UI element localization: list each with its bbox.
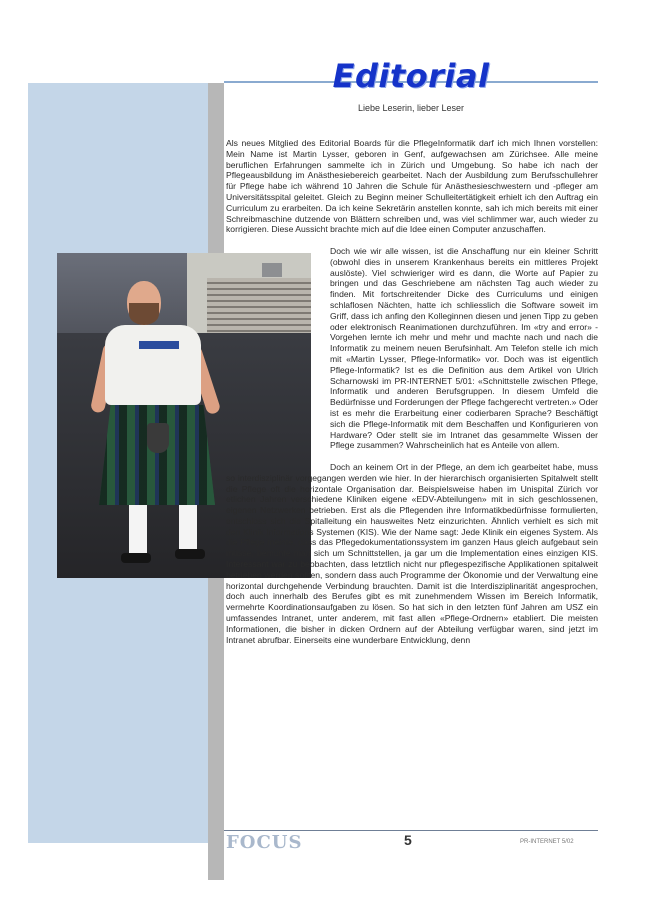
page-number: 5 xyxy=(404,832,412,848)
paragraph-2: Doch wie wir alle wissen, ist die Anschaffung nur ein kleiner Schritt (obwohl dies in unserem Krankenhaus bereits ein mittleres Projekt auslöste). Viel schwieriger wird es dann, die Worte auf Papier zu bringen und das Geschriebene am nächsten Tag auch wieder zu finden. Mit fortschreitender Dicke des Curriculums und einigen schlaflosen Nächten, hatte ich schliesslich die Software soweit im Griff, dass ich anfing den Kolleginnen diesen und jenen Tipp zu geben oder elektronisch Reanimationen durchzuführen. Im «try and error» - Vorgehen lernte ich mehr und mehr und machte nach und nach die Informatik zu meinem neuen Berufsinhalt. Am Telefon stelle ich mich mit «Martin Lysser, Pflege-Informatik» vor. Doch was ist eigentlich Pflege-Informatik? Ist es die Definition aus dem Artikel von Ulrich Scharnowski im PR-INTERNET 5/01: «Schnittstelle zwischen Pflege, Informatik und anderen Berufsgruppen. In diesem Umfeld die Bedürfnisse und Forderungen der Pflege fachgerecht vertreten.» Oder ist es mehr die Erarbeitung einer codierbaren Sprache? Beschäftigt sich die Pflege-Informatik mit dem Beschaffen und Konfigurieren von Hardware? Oder stellt sie im Intranet das gesammelte Wissen der Pflege zusammen? Wahrscheinlich hat es Anteile von allem. xyxy=(330,245,598,451)
article-body xyxy=(226,138,598,843)
photo-sporran xyxy=(147,423,169,453)
photo-kilt xyxy=(99,405,215,505)
photo-shoe-left xyxy=(121,553,151,563)
paragraph-1: Als neues Mitglied des Editorial Boards für die PflegeInformatik darf ich mich Ihnen vorstellen: Mein Name ist Martin Lysser, geboren in Genf, aufgewachsen am Zürichsee. Alle meine beruflichen Erfahrungen sammelte ich in Zürich und Umgebung. So habe ich nach der Pflegeausbildung im Anästhesiebereich gearbeitet. Nach der Ausbildung zum Berufsschullehrer für Pflege habe ich während 10 Jahren die Schule für Anästhesieschwestern und -pfleger am Universitätsspital geleitet. Gleich zu Beginn meiner Schulleitertätigkeit erhielt ich den Auftrag ein Curriculum zu erarbeiten. Da ich keine Sekretärin anstellen konnte, sah ich mich bereits mit einer Schreibmaschine dutzende von Blättern schreiben und, was viel schlimmer war, auch wieder zu korrigieren. Diese Aussicht brachte mich auf die Idee einen Computer anzuschaffen. xyxy=(226,138,598,235)
photo-shirt xyxy=(105,325,201,405)
page-title: Editorial xyxy=(332,57,490,95)
photo-shirt-print xyxy=(139,341,179,349)
photo-beard xyxy=(129,303,159,325)
paragraph-3: Doch an keinem Ort in der Pflege, an dem ich gearbeitet habe, muss so interdisziplinär vorgegangen werden wie hier. In der hierarchisch organisierten Spitalwelt stellt die Pflege oft die horizontale Organisation dar. Beispielsweise haben im Unispital Zürich vor etlichen Jahren verschiedene Kliniken eigene «EDV-Abteilungen» mit in sich geschlossenen, eigenen Netzwerken betrieben. Erst als die Pflegenden ihre Informatikbedürfnisse formulierten, entschloss sich die Spitalleitung ein hausweites Netz einzurichten. Ähnlich verhielt es sich mit den Klinik Informations Systemen (KIS). Wie der Name sagt: Jede Klinik ein eigenes System. Als die Pflege meinte, dass das Pflegedokumentationssystem im ganzen Haus gleich aufgebaut sein müsse, bemühte man sich um Schnittstellen, ja gar um die Implementation eines einzigen KIS. Interessant war zu beobachten, dass letztlich nicht nur pflegespezifische Applikationen spitalweit betrieben werden sollten, sondern dass auch Programme der Ökonomie und der Verwaltung eine horizontal durchgehende Verbindung brauchten. Damit ist die Interdisziplinarität angesprochen, doch auch innerhalb des Berufes gibt es mit zunehmendem Wissen im Bereich Informatik, vermehrte Koordinationsaufgaben zu lösen. So hat sich in den letzten fünf Jahren am USZ ein umfassendes Intranet, unter anderem, mit fast allen «Pflege-Ordnern» etabliert. Die meisten Informationen, die bisher in dicken Ordnern auf der Abteilung verfügbar waren, sind jetzt im Intranet abrufbar. Einerseits eine wunderbare Entwicklung, denn xyxy=(226,461,598,645)
photo-sock-left xyxy=(129,505,147,555)
photo-sock-right xyxy=(179,505,197,551)
footer-issue: PR-INTERNET 5/02 xyxy=(520,839,574,845)
footer-section-name: FOCUS xyxy=(226,832,303,853)
salutation: Liebe Leserin, lieber Leser xyxy=(357,103,465,113)
photo-shoe-right xyxy=(175,549,205,559)
footer-rule xyxy=(224,830,598,831)
